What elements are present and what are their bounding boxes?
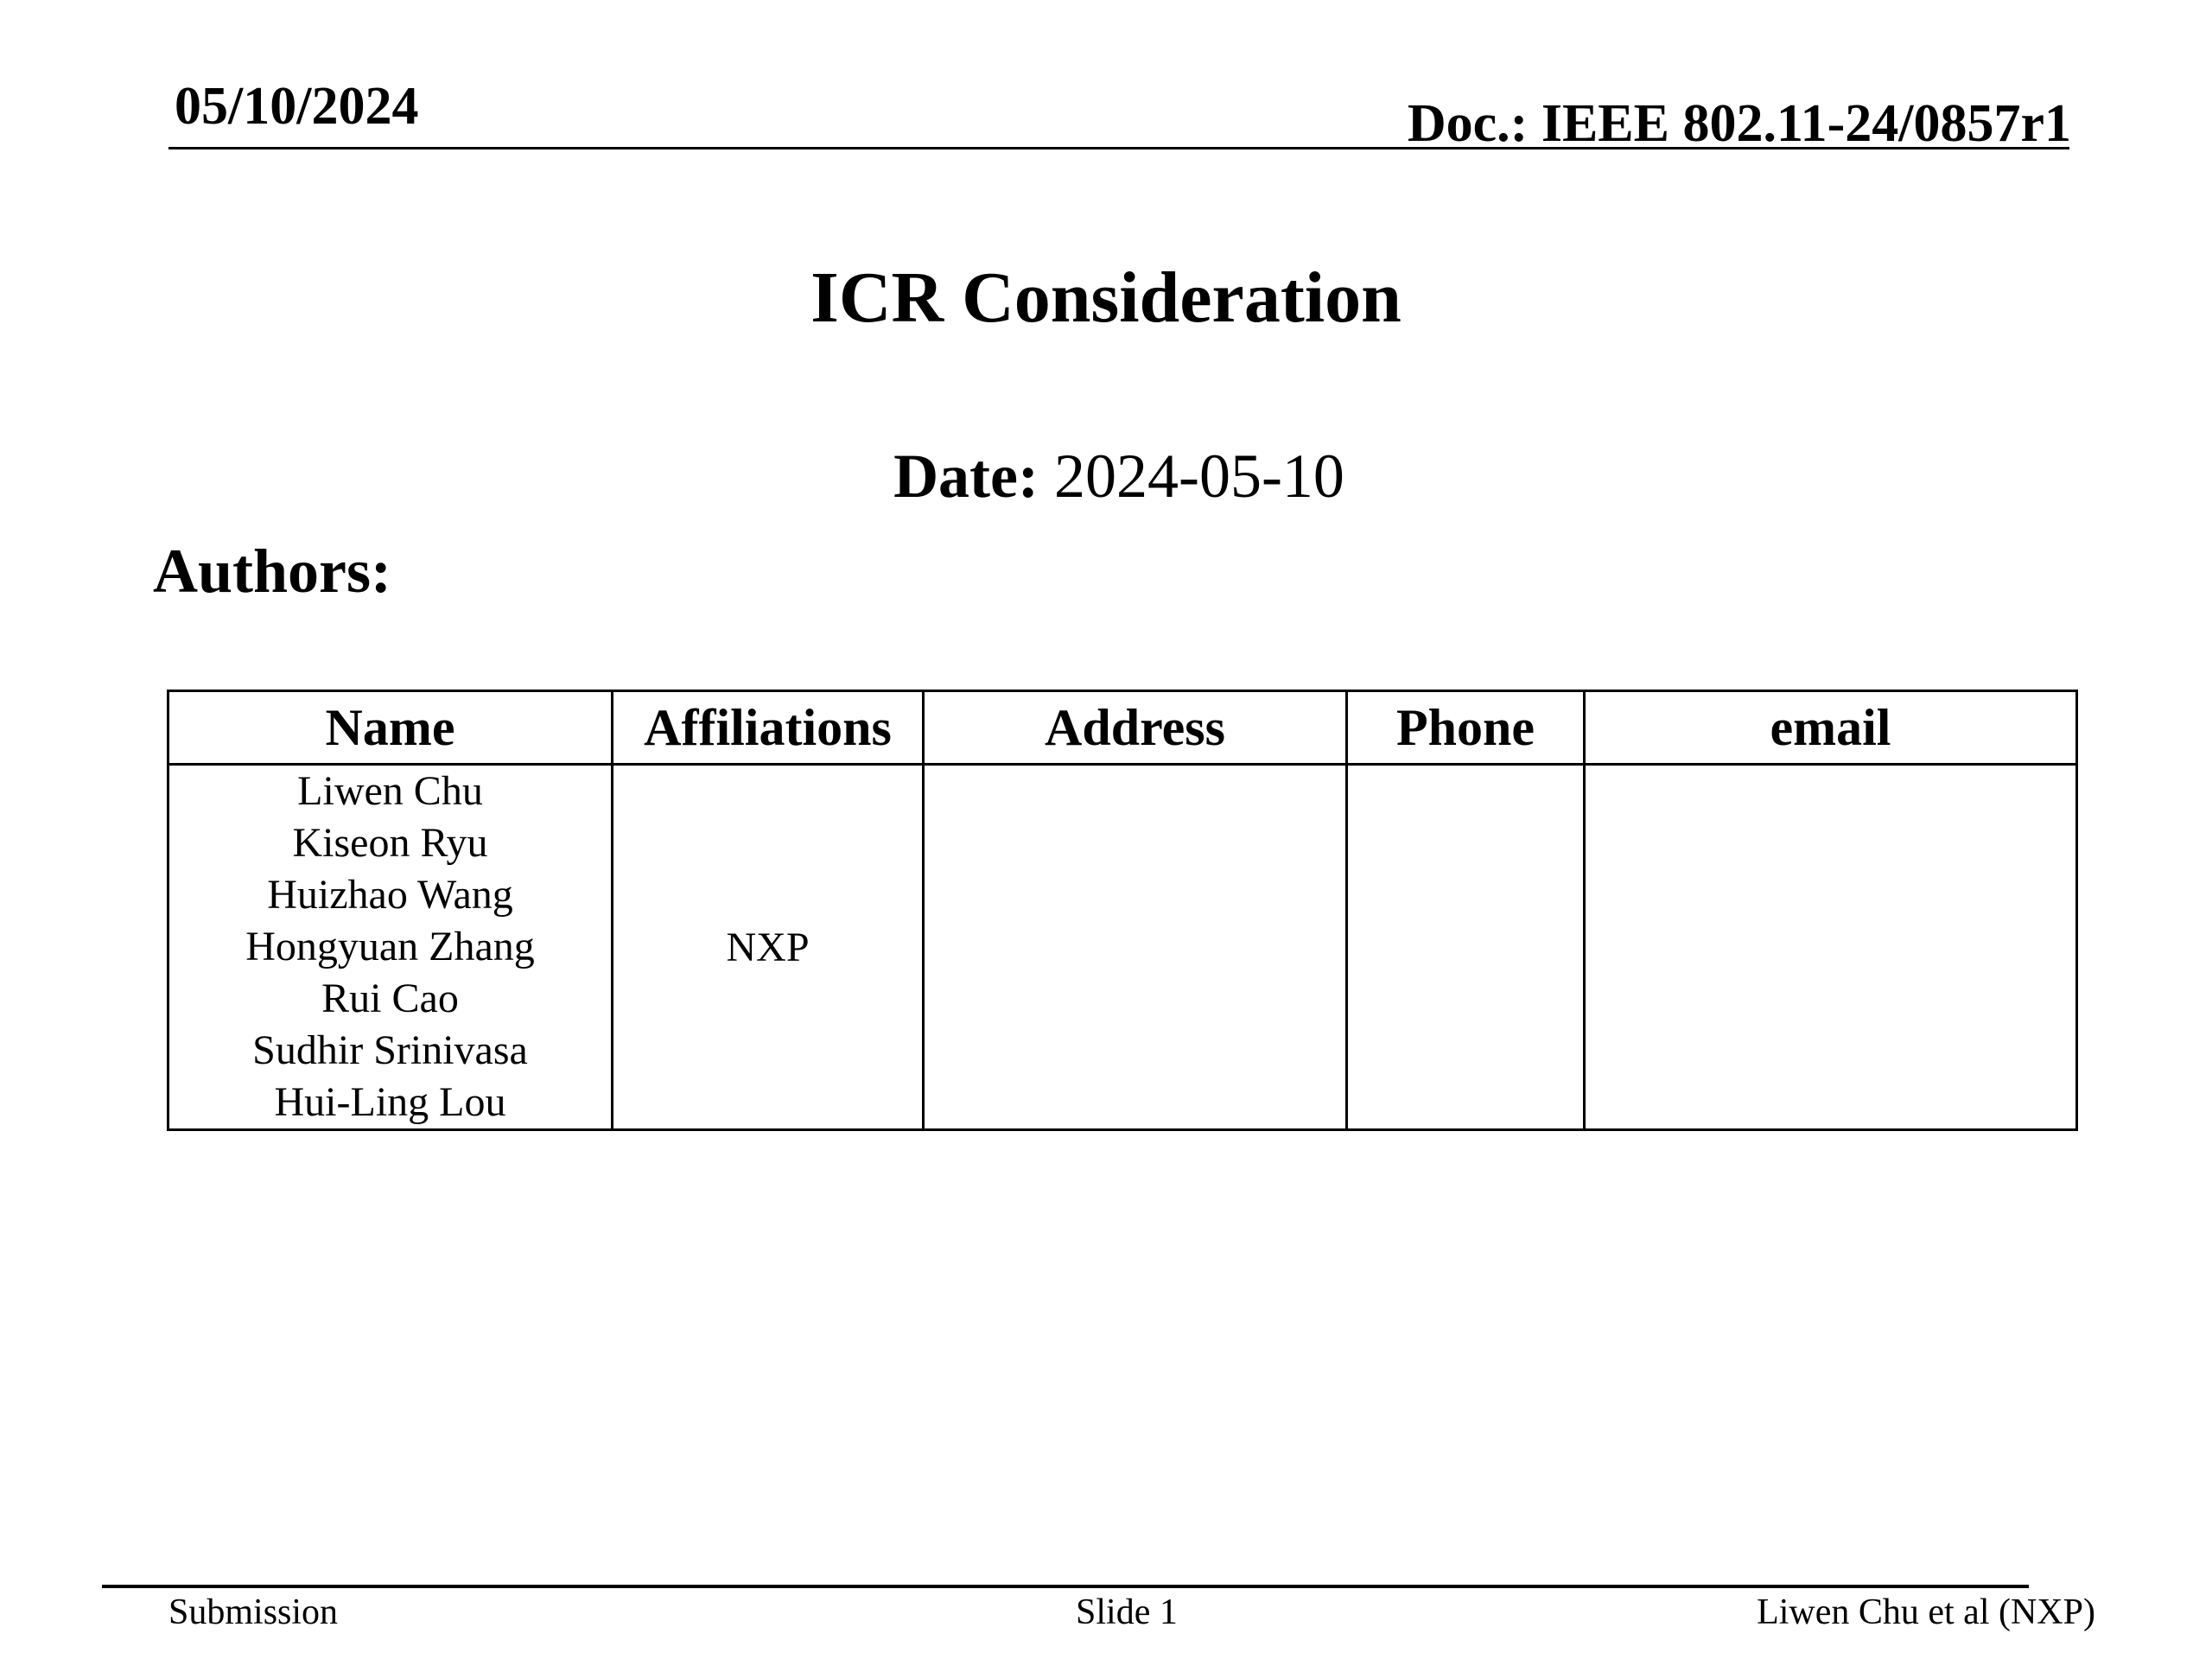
email-cell — [1585, 765, 2077, 1130]
address-cell — [924, 765, 1347, 1130]
author-name: Sudhir Srinivasa — [252, 1027, 528, 1073]
footer-authors: Liwen Chu et al (NXP) — [1757, 1592, 2095, 1632]
author-name: Hongyuan Zhang — [245, 924, 535, 969]
footer-slide-number: Slide 1 — [1076, 1592, 1178, 1632]
author-name: Liwen Chu — [297, 768, 483, 814]
date-label: Date: — [893, 442, 1039, 511]
header-date: 05/10/2024 — [175, 77, 419, 136]
table-header-row — [168, 691, 2077, 765]
affiliation-cell: NXP — [613, 765, 924, 1130]
table-row — [168, 765, 2077, 1130]
names-cell — [168, 765, 613, 1130]
header-divider — [168, 147, 2069, 149]
date-value: 2024-05-10 — [1053, 442, 1344, 511]
column-header-email: email — [1585, 691, 2077, 765]
author-name: Kiseon Ryu — [292, 820, 488, 866]
column-header-affiliations: Affiliations — [613, 691, 924, 765]
header-doc-number: Doc.: IEEE 802.11-24/0857r1 — [1407, 94, 2071, 153]
date-line — [0, 442, 2212, 511]
column-header-address: Address — [924, 691, 1347, 765]
column-header-phone: Phone — [1347, 691, 1585, 765]
authors-heading: Authors: — [153, 537, 392, 606]
author-name: Hui-Ling Lou — [274, 1079, 506, 1125]
footer-submission: Submission — [168, 1592, 339, 1632]
author-name: Rui Cao — [321, 976, 459, 1021]
footer-divider — [102, 1585, 2029, 1588]
slide-title: ICR Consideration — [810, 257, 1402, 338]
authors-table — [167, 690, 2078, 1131]
phone-cell — [1347, 765, 1585, 1130]
column-header-name: Name — [168, 691, 613, 765]
author-name: Huizhao Wang — [267, 872, 513, 918]
